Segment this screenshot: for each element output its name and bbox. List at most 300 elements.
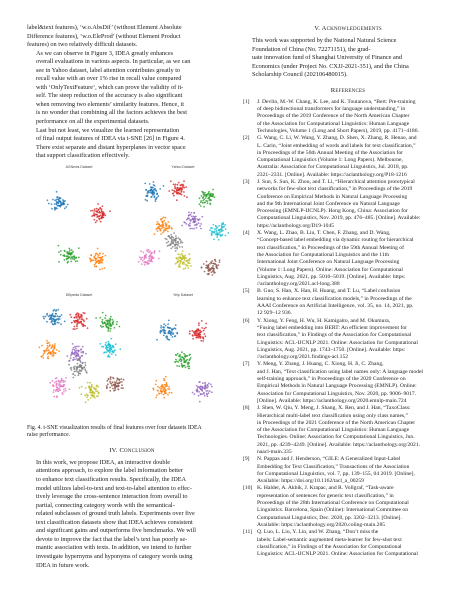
scatter-point	[81, 355, 83, 357]
scatter-point	[199, 197, 201, 199]
scatter-point	[97, 256, 99, 258]
scatter-point	[142, 256, 144, 258]
scatter-point	[192, 391, 194, 393]
scatter-point	[212, 265, 214, 267]
scatter-point	[167, 241, 169, 243]
scatter-point	[93, 392, 95, 394]
scatter-point	[68, 388, 70, 390]
scatter-point	[203, 193, 205, 195]
scatter-point	[55, 323, 57, 325]
scatter-point	[177, 361, 179, 363]
scatter-point	[189, 359, 191, 361]
scatter-point	[175, 235, 177, 237]
scatter-point	[159, 250, 161, 252]
scatter-point	[96, 208, 98, 210]
scatter-point	[166, 227, 168, 229]
tsne-scatter-yelp	[133, 298, 233, 412]
scatter-point	[171, 242, 173, 244]
scatter-point	[97, 247, 99, 249]
scatter-point	[212, 231, 214, 233]
scatter-point	[217, 264, 219, 266]
scatter-point	[102, 319, 104, 321]
scatter-point	[170, 180, 172, 182]
caption-line: Fig. 4. t-SNE visualization results of final features over four datasets IDEA	[27, 424, 202, 431]
scatter-point	[80, 351, 82, 353]
scatter-point	[169, 333, 171, 335]
scatter-point	[81, 318, 83, 320]
reference-line: Proceedings of the 2019 Conference of the North American Chapter	[257, 113, 410, 120]
scatter-point	[46, 312, 48, 314]
scatter-point	[70, 357, 72, 359]
scatter-point	[52, 315, 54, 317]
reference-line: Hierarchical multi-label text classification using only class names,”	[257, 412, 408, 419]
scatter-point	[152, 191, 154, 193]
reference-line: for Computational Linguistics, vol. 7, pp. 139–155, 04 2019. [Online].	[257, 470, 415, 477]
scatter-point	[47, 345, 49, 347]
scatter-point	[182, 250, 184, 252]
scatter-point	[111, 324, 113, 326]
scatter-point	[46, 347, 48, 349]
text-line: is no wonder that combining all the factors achieves the best	[36, 109, 187, 117]
scatter-point	[160, 327, 162, 329]
scatter-point	[47, 349, 49, 351]
scatter-point	[94, 219, 96, 221]
scatter-point	[57, 196, 59, 198]
scatter-point	[140, 250, 142, 252]
scatter-point	[72, 376, 74, 378]
scatter-point	[169, 391, 171, 393]
scatter-point	[188, 223, 190, 225]
scatter-point	[200, 201, 202, 203]
scatter-point	[216, 267, 218, 269]
scatter-point	[56, 395, 58, 397]
text-line: with ‘OnlyTextFeature’, which can prove the validity of it-	[36, 83, 184, 91]
scatter-point	[215, 225, 217, 227]
scatter-point	[148, 249, 150, 251]
scatter-point	[180, 260, 182, 262]
scatter-point	[90, 210, 92, 212]
scatter-point	[168, 319, 170, 321]
scatter-point	[168, 225, 170, 227]
visualization-paragraph	[27, 127, 237, 161]
scatter-point	[191, 215, 193, 217]
scatter-point	[47, 199, 49, 201]
scatter-point	[57, 309, 59, 311]
scatter-point	[163, 393, 165, 395]
scatter-point	[198, 324, 200, 326]
scatter-point	[81, 316, 83, 318]
scatter-point	[59, 389, 61, 391]
scatter-point	[119, 378, 121, 380]
scatter-point	[178, 365, 180, 367]
reference-line: networks for few-shot text classification,” in Proceedings of the 2019	[257, 186, 413, 193]
scatter-point	[155, 198, 157, 200]
scatter-point	[55, 377, 57, 379]
scatter-point	[157, 390, 159, 392]
scatter-point	[165, 222, 167, 224]
scatter-point	[184, 364, 186, 366]
scatter-point	[201, 195, 203, 197]
scatter-point	[103, 352, 105, 354]
scatter-point	[97, 386, 99, 388]
scatter-point	[193, 331, 195, 333]
scatter-point	[167, 323, 169, 325]
scatter-point	[180, 242, 182, 244]
scatter-point	[101, 256, 103, 258]
scatter-point	[78, 372, 80, 374]
scatter-point	[70, 367, 72, 369]
scatter-point	[189, 333, 191, 335]
scatter-point	[196, 332, 198, 334]
scatter-point	[112, 322, 114, 324]
scatter-point	[96, 390, 98, 392]
reference-entry	[243, 361, 453, 405]
scatter-point	[211, 227, 213, 229]
scatter-point	[56, 386, 58, 388]
section-heading-conclusion: IV. Conclusion	[109, 446, 155, 454]
scatter-point	[108, 350, 110, 352]
reference-line: Y. Xiong, Y. Feng, H. Wu, H. Kamigaito, and M. Okumura,	[257, 317, 391, 324]
scatter-point	[112, 345, 114, 347]
scatter-point	[58, 350, 60, 352]
scatter-point	[172, 332, 174, 334]
scatter-point	[211, 262, 213, 264]
scatter-point	[100, 325, 102, 327]
scatter-point	[90, 254, 92, 256]
scatter-point	[80, 320, 82, 322]
reference-number: [6]	[243, 317, 250, 324]
scatter-point	[180, 191, 182, 193]
scatter-point	[70, 316, 72, 318]
scatter-point	[177, 260, 179, 262]
scatter-point	[47, 357, 49, 359]
scatter-point	[201, 330, 203, 332]
scatter-point	[179, 193, 181, 195]
scatter-point	[211, 271, 213, 273]
reference-number: [8]	[243, 405, 250, 412]
scatter-point	[187, 264, 189, 266]
figure-caption	[27, 425, 237, 440]
scatter-point	[214, 271, 216, 273]
scatter-point	[212, 274, 214, 276]
scatter-point	[185, 223, 187, 225]
scatter-point	[221, 227, 223, 229]
reference-line: https://aclanthology.org/D19-1045	[257, 222, 335, 229]
scatter-point	[108, 328, 110, 330]
scatter-point	[203, 195, 205, 197]
scatter-point	[200, 340, 202, 342]
scatter-point	[95, 262, 97, 264]
panel-title: Yahoo Dataset	[171, 164, 195, 169]
scatter-point	[205, 322, 207, 324]
scatter-point	[59, 205, 61, 207]
scatter-point	[217, 234, 219, 236]
reference-line: Linguistics, Aug. 2021, pp. 5010–5019. [Online]. Available: https:	[257, 273, 406, 280]
reference-number: [7]	[243, 361, 250, 368]
reference-line: J. Shen, W. Qiu, Y. Meng, J. Shang, X. Ren, and J. Han, “TaxoClass:	[257, 405, 411, 412]
scatter-point	[207, 267, 209, 269]
scatter-point	[165, 392, 167, 394]
scatter-point	[76, 345, 78, 347]
scatter-point	[76, 321, 78, 323]
scatter-point	[100, 256, 102, 258]
scatter-point	[191, 227, 193, 229]
scatter-point	[181, 362, 183, 364]
scatter-point	[55, 384, 57, 386]
scatter-point	[199, 225, 201, 227]
scatter-point	[57, 390, 59, 392]
text-line: attentions approach, to explore the label information better	[36, 467, 183, 475]
scatter-point	[98, 215, 100, 217]
scatter-point	[144, 264, 146, 266]
scatter-point	[74, 367, 76, 369]
scatter-point	[161, 384, 163, 386]
scatter-point	[153, 181, 155, 183]
scatter-point	[58, 204, 60, 206]
text-line: related subclasses of ground truth labels. Experiments over five	[36, 510, 195, 518]
reference-line: (Volume 1: Long Papers). Online: Association for Computational	[257, 266, 403, 273]
scatter-point	[96, 385, 98, 387]
scatter-point	[56, 207, 58, 209]
scatter-point	[61, 392, 63, 394]
scatter-point	[98, 209, 100, 211]
reference-line: G. Wang, C. Li, W. Wang, Y. Zhang, D. Shen, X. Zhang, R. Henao, and	[257, 135, 417, 142]
scatter-point	[164, 389, 166, 391]
scatter-point	[211, 385, 213, 387]
reference-number: [5]	[243, 288, 250, 295]
scatter-point	[52, 198, 54, 200]
scatter-point	[95, 254, 97, 256]
scatter-point	[202, 340, 204, 342]
reference-entry	[243, 179, 453, 230]
scatter-point	[96, 214, 98, 216]
scatter-point	[175, 263, 177, 265]
scatter-point	[106, 385, 108, 387]
scatter-point	[198, 219, 200, 221]
scatter-point	[181, 255, 183, 257]
text-line: recall value with an over 1% rise in recall value compared	[36, 75, 182, 83]
scatter-point	[214, 263, 216, 265]
scatter-point	[58, 244, 60, 246]
scatter-point	[206, 393, 208, 395]
scatter-point	[94, 397, 96, 399]
scatter-point	[171, 331, 173, 333]
scatter-point	[108, 344, 110, 346]
scatter-point	[186, 196, 188, 198]
scatter-point	[171, 329, 173, 331]
scatter-point	[183, 353, 185, 355]
text-line: This work was supported by the National Natural Science	[252, 37, 397, 44]
scatter-point	[55, 352, 57, 354]
scatter-point	[65, 206, 67, 208]
scatter-point	[55, 389, 57, 391]
reference-entry	[243, 456, 453, 485]
reference-line: K. Halder, A. Akbik, J. Krapac, and R. Vollgraf, “Task-aware	[257, 485, 394, 492]
scatter-point	[58, 322, 60, 324]
scatter-point	[54, 347, 56, 349]
scatter-point	[207, 197, 209, 199]
scatter-point	[87, 327, 89, 329]
scatter-point	[101, 210, 103, 212]
scatter-point	[52, 320, 54, 322]
reference-line: J. Sun, S. Sun, K. Zhou, and T. Li, “Hierarchical attention prototypical	[257, 179, 415, 185]
scatter-point	[172, 240, 174, 242]
scatter-point	[64, 320, 66, 322]
scatter-point	[114, 327, 116, 329]
scatter-point	[140, 258, 142, 260]
scatter-point	[78, 247, 80, 249]
scatter-point	[174, 187, 176, 189]
scatter-point	[192, 335, 194, 337]
scatter-point	[166, 385, 168, 387]
scatter-point	[188, 367, 190, 369]
scatter-point	[176, 332, 178, 334]
panel-title: AGNews Dataset	[65, 164, 93, 169]
section-heading-references: References	[330, 86, 366, 94]
scatter-point	[87, 399, 89, 401]
scatter-point	[74, 321, 76, 323]
scatter-point	[144, 182, 146, 184]
scatter-point	[209, 194, 211, 196]
scatter-point	[218, 225, 220, 227]
reference-line: [Online]. Available: https://aclanthology.org/2020.emnlp-main.724	[257, 397, 407, 404]
scatter-point	[48, 202, 50, 204]
scatter-point	[199, 335, 201, 337]
scatter-point	[101, 208, 103, 210]
scatter-point	[189, 222, 191, 224]
scatter-point	[171, 392, 173, 394]
scatter-point	[53, 355, 55, 357]
scatter-point	[121, 378, 123, 380]
scatter-point	[164, 330, 166, 332]
scatter-point	[77, 374, 79, 376]
scatter-point	[149, 183, 151, 185]
scatter-point	[167, 230, 169, 232]
scatter-point	[198, 391, 200, 393]
scatter-point	[67, 262, 69, 264]
tsne-panel-yelp	[133, 293, 233, 415]
scatter-point	[73, 357, 75, 359]
scatter-point	[194, 212, 196, 214]
scatter-point	[203, 333, 205, 335]
scatter-point	[54, 209, 56, 211]
scatter-point	[98, 392, 100, 394]
scatter-point	[111, 385, 113, 387]
reference-line: self-training approach,” in Proceedings of the 2020 Conference on	[257, 376, 406, 383]
scatter-point	[40, 356, 42, 358]
scatter-point	[139, 256, 141, 258]
scatter-point	[207, 200, 209, 202]
text-line: to enhance text classification results. Specifically, the IDEA	[36, 476, 187, 484]
scatter-point	[60, 250, 62, 252]
reference-line: of deep bidirectional transformers for language understanding,” in	[257, 106, 406, 113]
reference-line: //aclanthology.org/2021.findings-acl.152	[257, 354, 349, 361]
scatter-point	[121, 384, 123, 386]
scatter-point	[173, 232, 175, 234]
scatter-point	[106, 346, 108, 348]
scatter-point	[115, 385, 117, 387]
scatter-point	[69, 251, 71, 253]
scatter-point	[46, 342, 48, 344]
scatter-point	[91, 385, 93, 387]
scatter-point	[176, 365, 178, 367]
scatter-point	[219, 259, 221, 261]
scatter-point	[97, 395, 99, 397]
scatter-point	[81, 385, 83, 387]
scatter-point	[100, 220, 102, 222]
scatter-point	[181, 364, 183, 366]
scatter-point	[109, 380, 111, 382]
scatter-point	[85, 364, 87, 366]
scatter-point	[64, 249, 66, 251]
scatter-point	[70, 258, 72, 260]
scatter-point	[162, 329, 164, 331]
scatter-point	[108, 320, 110, 322]
reference-number: [10]	[243, 485, 253, 492]
results-paragraph	[27, 50, 237, 127]
scatter-point	[200, 205, 202, 207]
scatter-point	[213, 238, 215, 240]
scatter-point	[194, 216, 196, 218]
scatter-point	[111, 350, 113, 352]
text-line: Scholarship Council (202106480015).	[252, 71, 348, 79]
scatter-point	[205, 326, 207, 328]
scatter-point	[155, 190, 157, 192]
scatter-point	[167, 245, 169, 247]
scatter-point	[167, 221, 169, 223]
scatter-point	[203, 263, 205, 265]
tsne-scatter-yahoo	[133, 170, 233, 284]
scatter-point	[53, 395, 55, 397]
scatter-point	[54, 207, 56, 209]
scatter-point	[97, 203, 99, 205]
scatter-point	[163, 323, 165, 325]
scatter-point	[107, 321, 109, 323]
scatter-point	[78, 350, 80, 352]
scatter-point	[92, 210, 94, 212]
scatter-point	[110, 337, 112, 339]
scatter-point	[77, 362, 79, 364]
scatter-point	[56, 318, 58, 320]
scatter-point	[107, 323, 109, 325]
scatter-point	[150, 196, 152, 198]
scatter-point	[80, 348, 82, 350]
scatter-point	[190, 214, 192, 216]
scatter-point	[175, 237, 177, 239]
scatter-point	[91, 259, 93, 261]
tsne-panel-dbpedia	[29, 293, 129, 415]
scatter-point	[216, 264, 218, 266]
scatter-point	[156, 223, 158, 225]
scatter-point	[195, 330, 197, 332]
scatter-point	[162, 231, 164, 233]
scatter-point	[76, 260, 78, 262]
scatter-point	[200, 227, 202, 229]
scatter-point	[179, 246, 181, 248]
scatter-point	[170, 234, 172, 236]
scatter-point	[204, 201, 206, 203]
scatter-point	[81, 322, 83, 324]
scatter-point	[101, 321, 103, 323]
scatter-point	[108, 324, 110, 326]
scatter-point	[105, 314, 107, 316]
reference-line: Available: https://aclanthology.org/2020.coling-main.285	[257, 521, 386, 528]
scatter-point	[198, 381, 200, 383]
scatter-point	[166, 242, 168, 244]
scatter-point	[102, 259, 104, 261]
scatter-point	[160, 332, 162, 334]
scatter-point	[149, 190, 151, 192]
